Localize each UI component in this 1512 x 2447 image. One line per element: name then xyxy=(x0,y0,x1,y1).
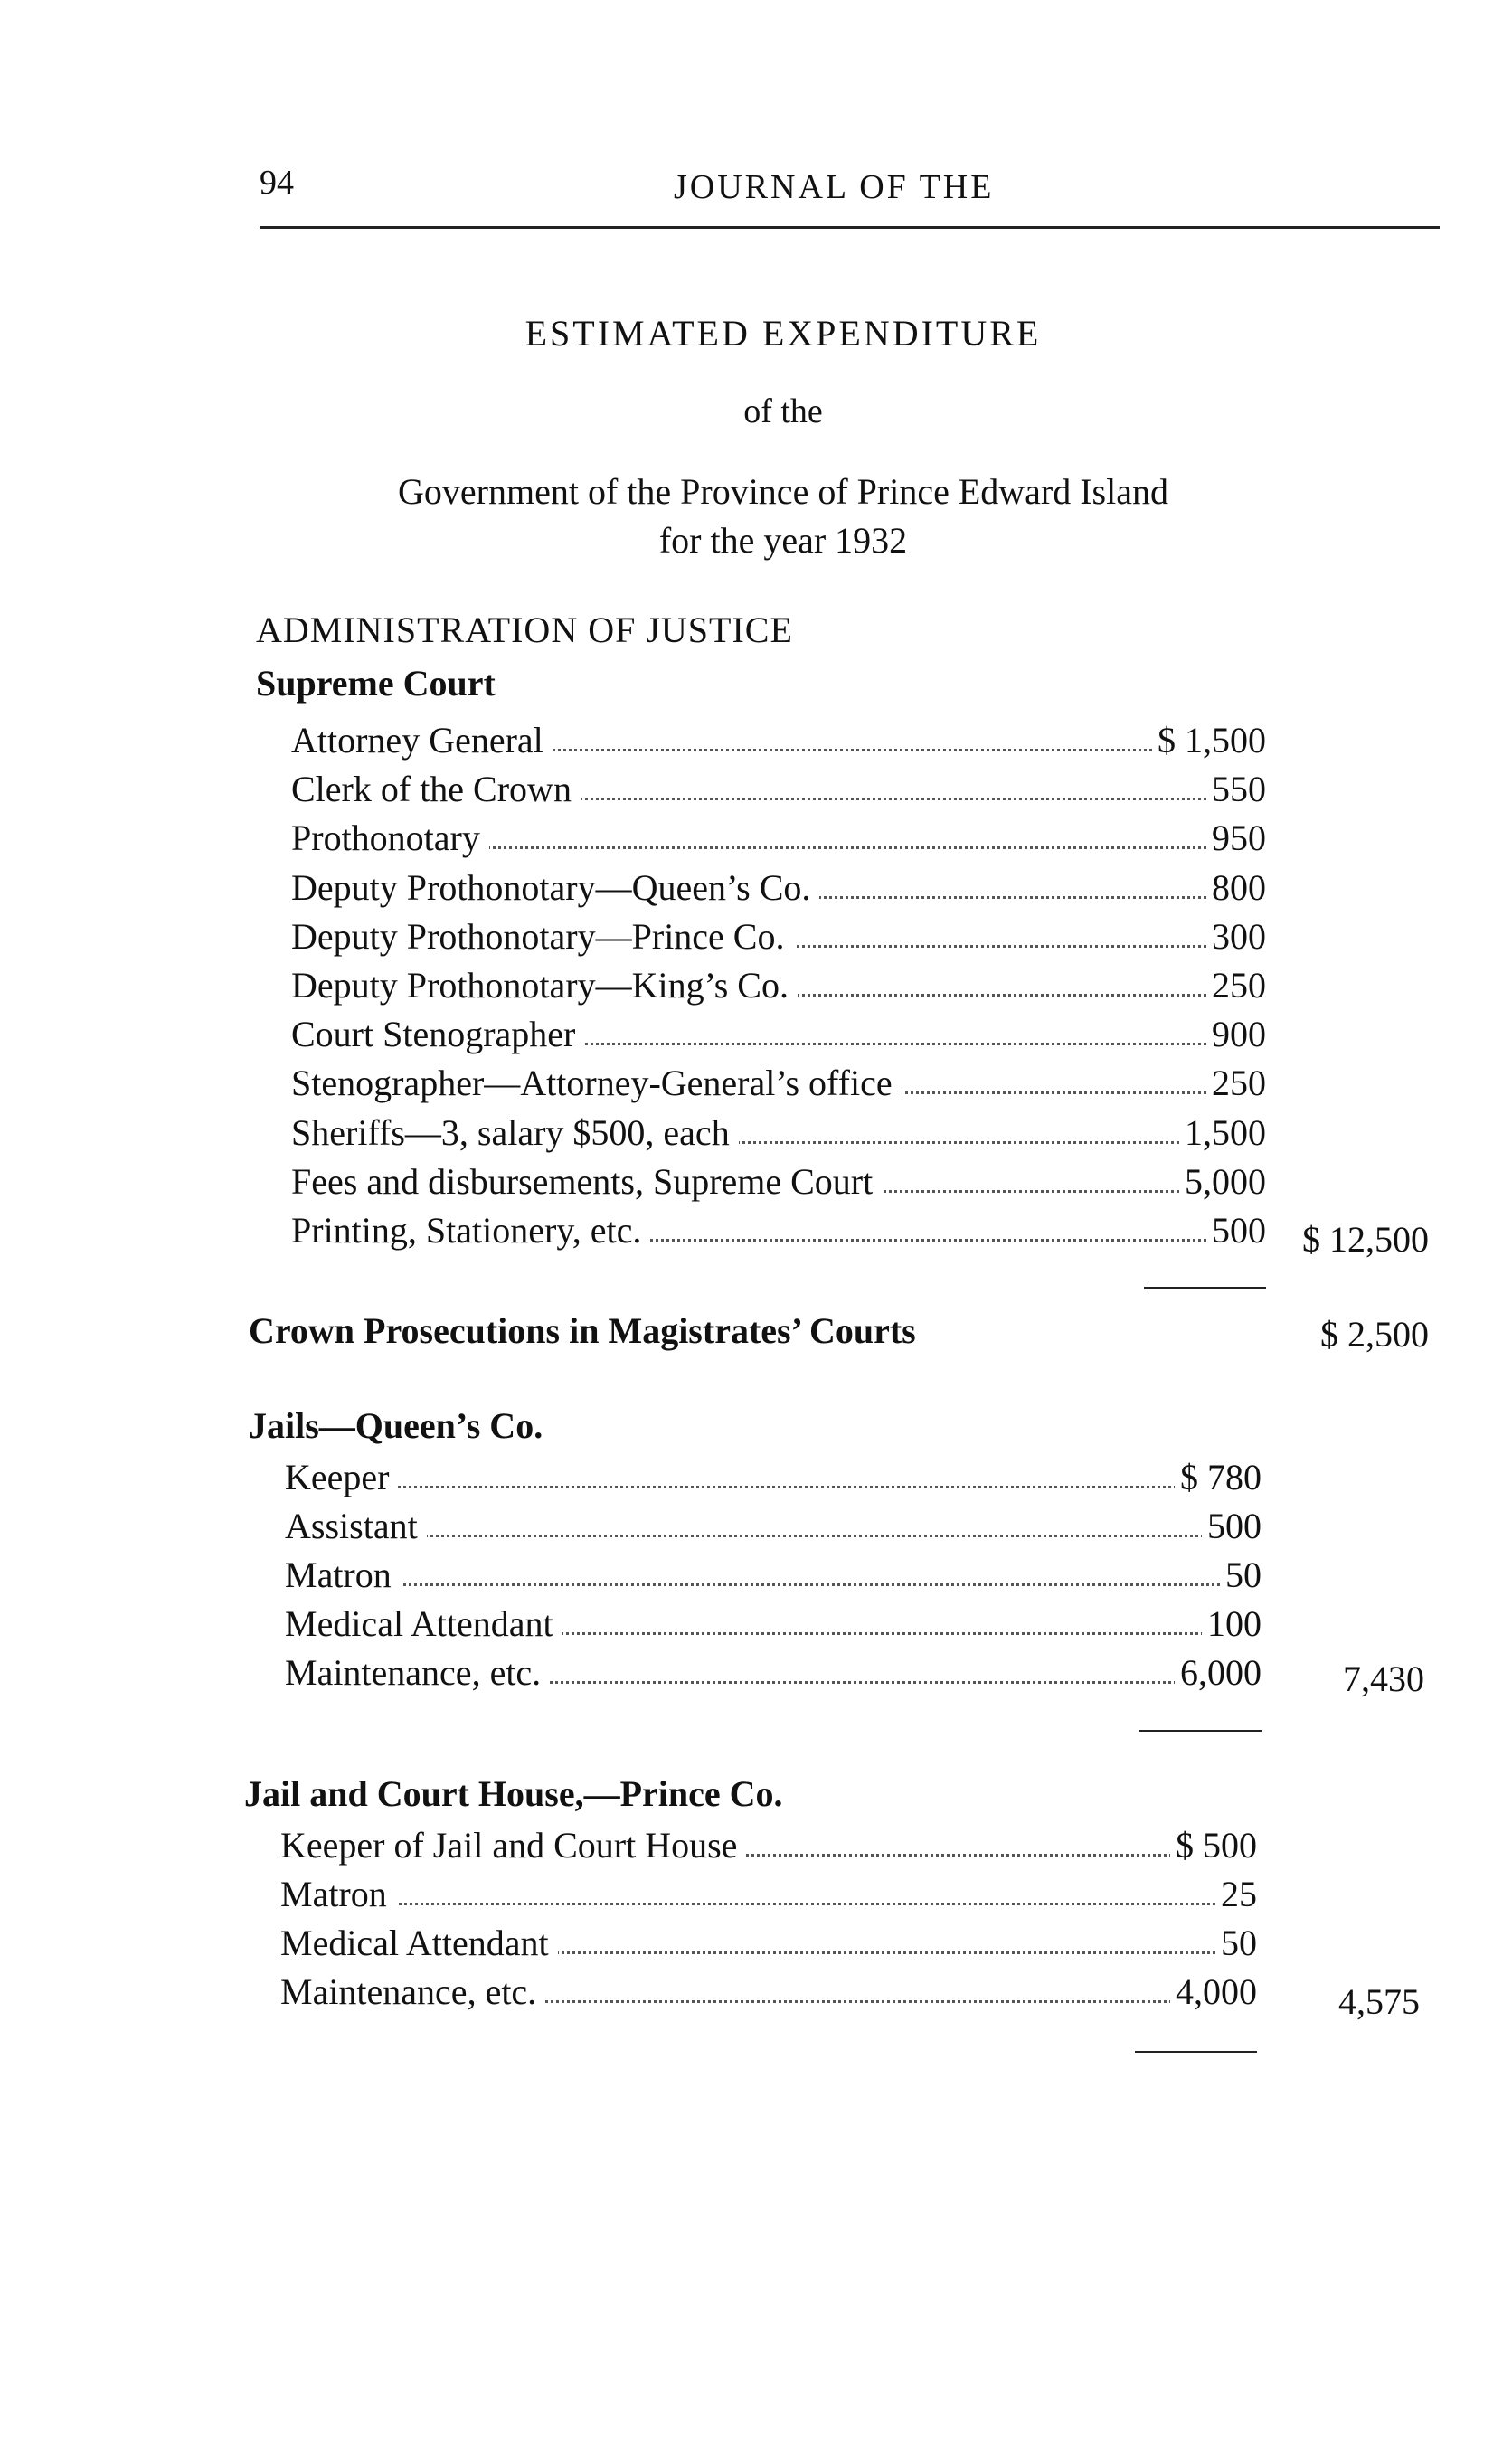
line-item-amount: 300 xyxy=(1206,915,1266,958)
line-item-label: Assistant xyxy=(285,1505,427,1547)
section-heading-crown-prosecutions: Crown Prosecutions in Magistrates’ Courts xyxy=(249,1310,916,1351)
line-item xyxy=(285,1456,1262,1501)
line-item xyxy=(291,964,1266,1009)
line-item-amount: 25 xyxy=(1215,1873,1257,1915)
jail-prince-total: 4,575 xyxy=(1338,1981,1420,2022)
department-heading: ADMINISTRATION OF JUSTICE xyxy=(256,609,793,650)
supreme-court-total: $ 12,500 xyxy=(1302,1219,1429,1260)
line-item-label: Matron xyxy=(280,1873,396,1915)
line-item-label: Prothonotary xyxy=(291,817,489,859)
line-item-amount: 250 xyxy=(1206,964,1266,1006)
page-number: 94 xyxy=(260,164,294,202)
line-item-label: Clerk of the Crown xyxy=(291,768,581,810)
document-title: ESTIMATED EXPENDITURE xyxy=(524,313,1042,354)
line-item xyxy=(291,719,1266,764)
title-line-4: for the year 1932 xyxy=(658,520,908,561)
section-heading-jail-prince: Jail and Court House,—Prince Co. xyxy=(244,1773,783,1814)
line-item-label: Maintenance, etc. xyxy=(280,1970,545,2013)
line-item xyxy=(280,1873,1257,1918)
line-item-label: Maintenance, etc. xyxy=(285,1651,550,1694)
line-item-label: Deputy Prothonotary—Prince Co. xyxy=(291,915,794,958)
header-rule xyxy=(260,226,1440,229)
line-item-amount: 4,000 xyxy=(1170,1970,1257,2013)
line-item-label: Medical Attendant xyxy=(285,1602,562,1645)
line-item-amount: 550 xyxy=(1206,768,1266,810)
line-item xyxy=(285,1554,1262,1599)
dot-leader xyxy=(285,1535,1252,1537)
line-item xyxy=(285,1602,1262,1648)
line-item-amount: 500 xyxy=(1206,1209,1266,1252)
jails-queens-total: 7,430 xyxy=(1343,1658,1424,1699)
line-item-label: Printing, Stationery, etc. xyxy=(291,1209,650,1252)
line-item-label: Medical Attendant xyxy=(280,1922,558,1964)
crown-prosecutions-total: $ 2,500 xyxy=(1320,1314,1429,1355)
line-item-label: Stenographer—Attorney-General’s office xyxy=(291,1062,902,1104)
line-item-label: Deputy Prothonotary—Queen’s Co. xyxy=(291,866,819,909)
line-item xyxy=(280,1922,1257,1967)
line-item xyxy=(280,1970,1257,2016)
line-item xyxy=(291,866,1266,912)
line-item xyxy=(291,1062,1266,1107)
dot-leader xyxy=(285,1583,1252,1586)
line-item xyxy=(291,1013,1266,1058)
line-item-amount: 900 xyxy=(1206,1013,1266,1055)
section-heading-jails-queens: Jails—Queen’s Co. xyxy=(249,1405,543,1446)
line-item-amount: 100 xyxy=(1202,1602,1262,1645)
line-item xyxy=(291,768,1266,813)
line-item-label: Attorney General xyxy=(291,719,553,761)
line-item xyxy=(291,1111,1266,1157)
dot-leader xyxy=(285,1486,1252,1488)
line-item-label: Keeper xyxy=(285,1456,398,1498)
section-heading-supreme-court: Supreme Court xyxy=(256,663,496,704)
line-item-amount: 250 xyxy=(1206,1062,1266,1104)
line-item-label: Sheriffs—3, salary $500, each xyxy=(291,1111,739,1154)
line-item xyxy=(280,1824,1257,1869)
line-item-amount: 1,500 xyxy=(1179,1111,1266,1154)
line-item-label: Matron xyxy=(285,1554,401,1596)
line-item xyxy=(291,1160,1266,1205)
line-item-amount: $ 500 xyxy=(1170,1824,1257,1866)
line-item xyxy=(291,915,1266,960)
line-item-label: Keeper of Jail and Court House xyxy=(280,1824,746,1866)
subtotal-rule xyxy=(1139,1730,1262,1732)
line-item-amount: 5,000 xyxy=(1179,1160,1266,1203)
line-item xyxy=(285,1651,1262,1696)
title-line-2: of the xyxy=(743,392,823,430)
running-title: JOURNAL OF THE xyxy=(674,168,995,206)
title-line-3: Government of the Province of Prince Edward Island xyxy=(398,471,1168,512)
line-item-amount: 6,000 xyxy=(1175,1651,1262,1694)
line-item-amount: 500 xyxy=(1202,1505,1262,1547)
line-item-label: Fees and disbursements, Supreme Court xyxy=(291,1160,882,1203)
subtotal-rule xyxy=(1144,1287,1266,1289)
line-item-amount: $ 1,500 xyxy=(1152,719,1266,761)
line-item-amount: 800 xyxy=(1206,866,1266,909)
line-item-amount: 50 xyxy=(1215,1922,1257,1964)
line-item-label: Deputy Prothonotary—King’s Co. xyxy=(291,964,798,1006)
line-item xyxy=(291,1209,1266,1254)
line-item-amount: 50 xyxy=(1220,1554,1262,1596)
line-item-amount: $ 780 xyxy=(1175,1456,1262,1498)
line-item xyxy=(285,1505,1262,1550)
line-item xyxy=(291,817,1266,862)
line-item-amount: 950 xyxy=(1206,817,1266,859)
line-item-label: Court Stenographer xyxy=(291,1013,584,1055)
subtotal-rule xyxy=(1135,2051,1257,2053)
dot-leader xyxy=(280,1903,1248,1905)
